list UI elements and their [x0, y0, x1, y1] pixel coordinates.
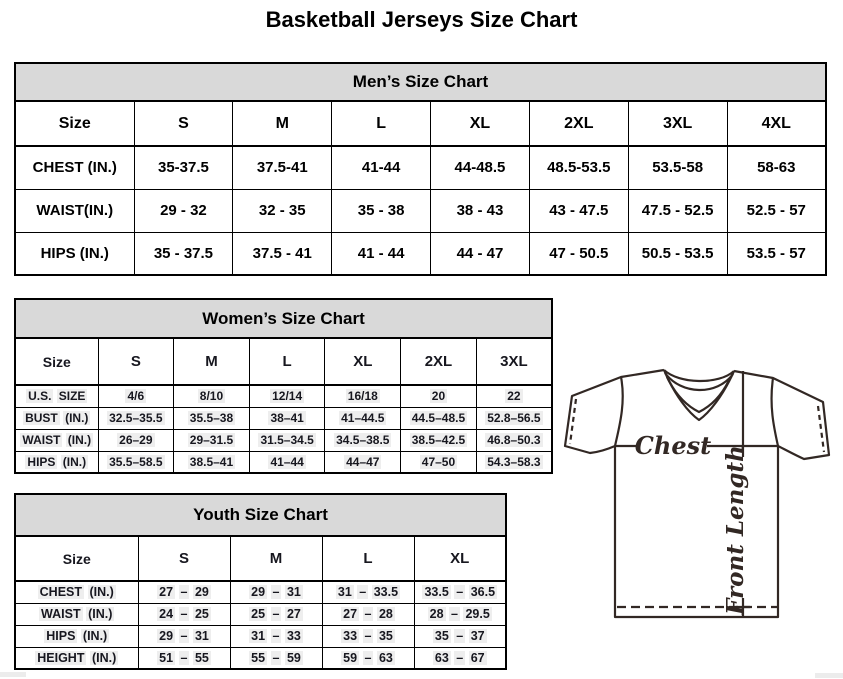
mens-cell: 58-63: [727, 146, 826, 189]
womens-cell: 52.8–56.5: [476, 407, 552, 429]
jersey-right-cuff-dashes: [818, 406, 824, 452]
youth-cell: 24 – 25: [138, 603, 230, 625]
mens-cell: 35-37.5: [134, 146, 233, 189]
womens-col-header-3xl: 3XL: [476, 338, 552, 385]
mens-row-label: CHEST (IN.): [15, 146, 134, 189]
womens-row-label: HIPS (IN.): [15, 451, 98, 473]
youth-row-label: HEIGHT (IN.): [15, 647, 138, 669]
womens-col-header-l: L: [249, 338, 325, 385]
mens-header-row: [15, 101, 826, 146]
mens-col-header-xl: XL: [431, 101, 530, 146]
womens-cell: 16/18: [325, 385, 401, 407]
womens-cell: 31.5–34.5: [249, 429, 325, 451]
page-artifact: [815, 673, 843, 678]
mens-chest-row: [15, 146, 826, 189]
youth-waist-row: [15, 603, 506, 625]
womens-col-header-size: Size: [15, 338, 98, 385]
womens-cell: 22: [476, 385, 552, 407]
mens-col-header-size: Size: [15, 101, 134, 146]
youth-cell: 27 – 29: [138, 581, 230, 603]
youth-col-header-l: L: [322, 536, 414, 581]
youth-col-header-m: M: [230, 536, 322, 581]
youth-cell: 51 – 55: [138, 647, 230, 669]
youth-cell: 59 – 63: [322, 647, 414, 669]
womens-cell: 35.5–58.5: [98, 451, 174, 473]
jersey-right-armhole-seam: [772, 378, 778, 446]
mens-cell: 35 - 38: [332, 189, 431, 232]
womens-cell: 34.5–38.5: [325, 429, 401, 451]
mens-cell: 47.5 - 52.5: [628, 189, 727, 232]
youth-cell: 33 – 35: [322, 625, 414, 647]
youth-row-label: HIPS (IN.): [15, 625, 138, 647]
youth-col-header-size: Size: [15, 536, 138, 581]
womens-cell: 41–44.5: [325, 407, 401, 429]
mens-cell: 44 - 47: [431, 232, 530, 275]
front-length-label: Front Length: [722, 445, 749, 615]
womens-hips-row: [15, 451, 552, 473]
mens-cell: 48.5-53.5: [529, 146, 628, 189]
youth-cell: 28 – 29.5: [414, 603, 506, 625]
youth-chest-row: [15, 581, 506, 603]
womens-bust-row: [15, 407, 552, 429]
mens-col-header-s: S: [134, 101, 233, 146]
womens-col-header-2xl: 2XL: [401, 338, 477, 385]
youth-row-label: WAIST (IN.): [15, 603, 138, 625]
mens-col-header-l: L: [332, 101, 431, 146]
womens-cell: 38.5–41: [174, 451, 250, 473]
mens-row-label: HIPS (IN.): [15, 232, 134, 275]
jersey-diagram: [559, 358, 833, 626]
mens-col-header-3xl: 3XL: [628, 101, 727, 146]
womens-table-title-row: [15, 299, 552, 338]
youth-cell: 55 – 59: [230, 647, 322, 669]
mens-cell: 44-48.5: [431, 146, 530, 189]
womens-cell: 29–31.5: [174, 429, 250, 451]
womens-cell: 12/14: [249, 385, 325, 407]
womens-col-header-s: S: [98, 338, 174, 385]
womens-cell: 44–47: [325, 451, 401, 473]
mens-cell: 29 - 32: [134, 189, 233, 232]
mens-cell: 43 - 47.5: [529, 189, 628, 232]
mens-col-header-m: M: [233, 101, 332, 146]
youth-row-label: CHEST (IN.): [15, 581, 138, 603]
womens-cell: 47–50: [401, 451, 477, 473]
mens-cell: 41-44: [332, 146, 431, 189]
mens-col-header-4xl: 4XL: [727, 101, 826, 146]
youth-height-row: [15, 647, 506, 669]
womens-cell: 26–29: [98, 429, 174, 451]
womens-cell: 38.5–42.5: [401, 429, 477, 451]
womens-cell: 4/6: [98, 385, 174, 407]
mens-cell: 35 - 37.5: [134, 232, 233, 275]
womens-table-title: Women’s Size Chart: [15, 299, 552, 338]
mens-cell: 37.5-41: [233, 146, 332, 189]
mens-waist-row: [15, 189, 826, 232]
mens-size-table: [14, 62, 827, 276]
womens-cell: 32.5–35.5: [98, 407, 174, 429]
mens-cell: 50.5 - 53.5: [628, 232, 727, 275]
mens-hips-row: [15, 232, 826, 275]
youth-hips-row: [15, 625, 506, 647]
womens-col-header-m: M: [174, 338, 250, 385]
mens-table-title: Men’s Size Chart: [15, 63, 826, 101]
womens-header-row: [15, 338, 552, 385]
womens-row-label: BUST (IN.): [15, 407, 98, 429]
womens-cell: 54.3–58.3: [476, 451, 552, 473]
womens-col-header-xl: XL: [325, 338, 401, 385]
page-title: Basketball Jerseys Size Chart: [265, 7, 578, 32]
mens-table-title-row: [15, 63, 826, 101]
mens-cell: 37.5 - 41: [233, 232, 332, 275]
mens-cell: 52.5 - 57: [727, 189, 826, 232]
youth-cell: 29 – 31: [138, 625, 230, 647]
chest-label: Chest: [634, 431, 712, 460]
womens-cell: 35.5–38: [174, 407, 250, 429]
mens-cell: 41 - 44: [332, 232, 431, 275]
womens-ussize-row: [15, 385, 552, 407]
youth-header-row: [15, 536, 506, 581]
womens-cell: 46.8–50.3: [476, 429, 552, 451]
youth-size-table: [14, 493, 507, 670]
womens-cell: 20: [401, 385, 477, 407]
mens-row-label: WAIST(IN.): [15, 189, 134, 232]
mens-cell: 38 - 43: [431, 189, 530, 232]
youth-cell: 35 – 37: [414, 625, 506, 647]
jersey-body: [615, 446, 778, 617]
mens-cell: 47 - 50.5: [529, 232, 628, 275]
youth-col-header-xl: XL: [414, 536, 506, 581]
mens-col-header-2xl: 2XL: [529, 101, 628, 146]
womens-cell: 44.5–48.5: [401, 407, 477, 429]
youth-col-header-s: S: [138, 536, 230, 581]
youth-cell: 33.5 – 36.5: [414, 581, 506, 603]
jersey-collar-arc-top: [664, 370, 734, 381]
womens-waist-row: [15, 429, 552, 451]
youth-table-title-row: [15, 494, 506, 536]
youth-cell: 31 – 33.5: [322, 581, 414, 603]
womens-row-label: U.S. SIZE: [15, 385, 98, 407]
mens-cell: 32 - 35: [233, 189, 332, 232]
womens-cell: 8/10: [174, 385, 250, 407]
youth-cell: 25 – 27: [230, 603, 322, 625]
youth-table-title: Youth Size Chart: [15, 494, 506, 536]
mens-cell: 53.5 - 57: [727, 232, 826, 275]
jersey-left-armhole-seam: [615, 377, 623, 446]
page-artifact: [0, 672, 26, 677]
womens-row-label: WAIST (IN.): [15, 429, 98, 451]
womens-size-table: [14, 298, 553, 474]
womens-cell: 38–41: [249, 407, 325, 429]
youth-cell: 63 – 67: [414, 647, 506, 669]
youth-cell: 29 – 31: [230, 581, 322, 603]
womens-cell: 41–44: [249, 451, 325, 473]
youth-cell: 27 – 28: [322, 603, 414, 625]
youth-cell: 31 – 33: [230, 625, 322, 647]
mens-cell: 53.5-58: [628, 146, 727, 189]
